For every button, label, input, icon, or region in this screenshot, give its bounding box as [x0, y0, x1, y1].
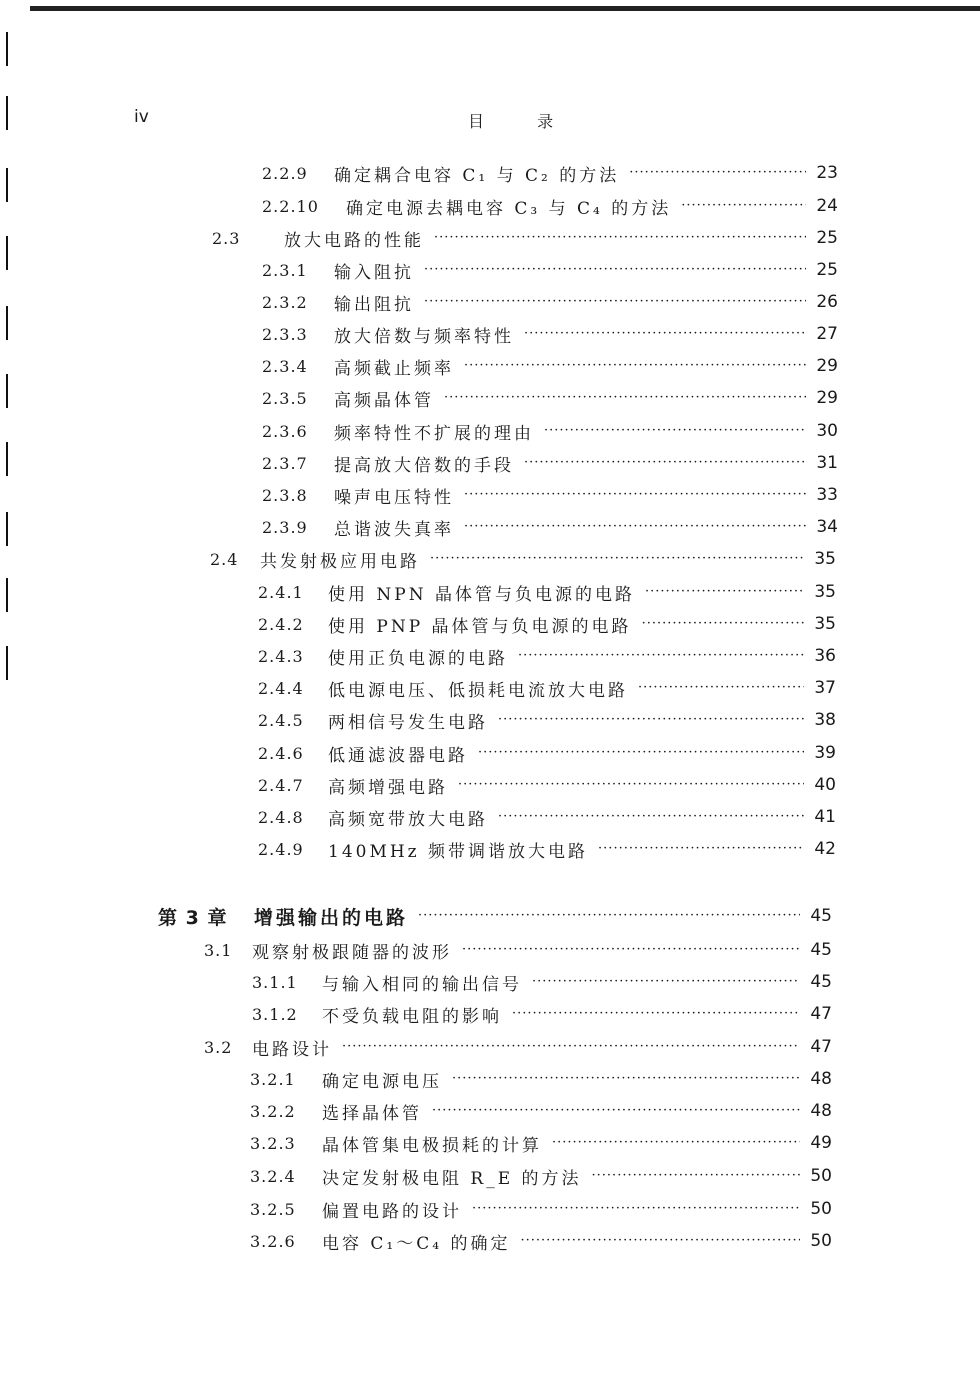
entry-title: 共发射极应用电路 [260, 551, 420, 572]
toc-entry[interactable] [210, 546, 836, 572]
entry-title: 决定发射极电阻 R_E 的方法 [322, 1168, 582, 1189]
entry-page: 35 [814, 614, 836, 634]
entry-number: 3.2.5 [250, 1199, 296, 1219]
leader-dots [472, 1199, 800, 1219]
entry-page: 40 [814, 775, 836, 795]
entry-number: 2.4.1 [258, 582, 304, 602]
entry-number: 2.4.7 [258, 775, 304, 795]
entry-title: 偏置电路的设计 [322, 1201, 462, 1222]
leader-dots [512, 1004, 800, 1024]
toc-entry[interactable] [258, 772, 836, 798]
leader-dots [592, 1166, 800, 1186]
toc-entry[interactable] [258, 579, 836, 605]
leader-dots [424, 292, 806, 312]
leader-dots [478, 743, 804, 763]
entry-title: 电容 C₁～C₄ 的确定 [322, 1233, 511, 1254]
toc-entry[interactable] [258, 804, 836, 830]
entry-page: 45 [810, 972, 832, 992]
leader-dots [464, 485, 806, 505]
entry-page: 49 [810, 1133, 832, 1153]
leader-dots [458, 775, 804, 795]
entry-title: 两相信号发生电路 [328, 712, 488, 733]
entry-number: 2.4.3 [258, 646, 304, 666]
leader-dots [638, 678, 804, 698]
entry-page: 50 [810, 1231, 832, 1251]
entry-title: 频率特性不扩展的理由 [334, 423, 534, 444]
leader-dots [424, 260, 806, 280]
entry-number: 2.4.8 [258, 807, 304, 827]
entry-number: 3.2.3 [250, 1133, 296, 1153]
toc-entry[interactable] [262, 160, 838, 186]
entry-number: 3.2.4 [250, 1166, 296, 1186]
entry-title: 输出阻抗 [334, 294, 414, 315]
entry-page: 39 [814, 743, 836, 763]
entry-page: 29 [816, 388, 838, 408]
leader-dots [544, 421, 806, 441]
leader-dots [598, 839, 804, 859]
entry-title: 使用正负电源的电路 [328, 648, 508, 669]
entry-number: 2.3.6 [262, 421, 308, 441]
entry-number: 3.2 [204, 1037, 233, 1057]
entry-title: 确定耦合电容 C₁ 与 C₂ 的方法 [334, 165, 620, 186]
entry-number: 3.1 [204, 940, 233, 960]
entry-page: 45 [810, 940, 832, 960]
leader-dots [432, 1101, 800, 1121]
entry-number: 3.2.6 [250, 1231, 296, 1251]
leader-dots [524, 324, 806, 344]
entry-page: 25 [816, 228, 838, 248]
toc-entry[interactable] [262, 193, 838, 219]
leader-dots [342, 1037, 800, 1057]
entry-number: 3.1.2 [252, 1004, 298, 1024]
toc-entry[interactable] [262, 289, 838, 315]
toc-entry[interactable] [262, 321, 838, 347]
entry-number: 3.2.1 [250, 1069, 296, 1089]
entry-title: 观察射极跟随器的波形 [252, 942, 452, 963]
toc-entry[interactable] [262, 482, 838, 508]
entry-title: 提高放大倍数的手段 [334, 455, 514, 476]
leader-dots [552, 1133, 800, 1153]
entry-page: 50 [810, 1199, 832, 1219]
leader-dots [430, 549, 804, 569]
toc-entry[interactable] [262, 514, 838, 540]
entry-title: 确定电源去耦电容 C₃ 与 C₄ 的方法 [346, 198, 672, 219]
toc-entry[interactable] [250, 1163, 832, 1189]
leader-dots [418, 906, 800, 926]
entry-page: 41 [814, 807, 836, 827]
entry-title: 晶体管集电极损耗的计算 [322, 1135, 542, 1156]
entry-title: 与输入相同的输出信号 [322, 974, 522, 995]
leader-dots [444, 388, 806, 408]
toc-entry[interactable] [252, 1001, 832, 1027]
leader-dots [524, 453, 806, 473]
entry-page: 50 [810, 1166, 832, 1186]
leader-dots [629, 163, 806, 183]
entry-title: 140MHz 频带调谐放大电路 [328, 841, 589, 862]
toc-entry[interactable] [250, 1098, 832, 1124]
leader-dots [532, 972, 800, 992]
toc-entry[interactable] [262, 385, 838, 411]
entry-number: 2.4.6 [258, 743, 304, 763]
entry-title: 不受负载电阻的影响 [322, 1006, 502, 1027]
binding-marks [6, 0, 10, 700]
entry-page: 25 [816, 260, 838, 280]
entry-title: 放大电路的性能 [284, 230, 424, 251]
toc-entry[interactable] [250, 1130, 832, 1156]
entry-number: 第 3 章 [158, 906, 228, 929]
entry-number: 2.4.5 [258, 710, 304, 730]
leader-dots [434, 228, 806, 248]
entry-number: 2.4.4 [258, 678, 304, 698]
entry-title: 增强输出的电路 [254, 906, 409, 929]
entry-number: 2.4.9 [258, 839, 304, 859]
entry-number: 2.3.4 [262, 356, 308, 376]
toc-entry[interactable] [250, 1196, 832, 1222]
leader-dots [642, 614, 804, 634]
entry-title: 高频增强电路 [328, 777, 448, 798]
toc-entry[interactable] [258, 836, 836, 862]
entry-title: 总谐波失真率 [334, 519, 454, 540]
entry-number: 2.3.2 [262, 292, 308, 312]
entry-title: 高频截止频率 [334, 358, 454, 379]
entry-title: 高频宽带放大电路 [328, 809, 488, 830]
entry-number: 2.3.5 [262, 388, 308, 408]
entry-page: 29 [816, 356, 838, 376]
toc-entry[interactable] [262, 418, 838, 444]
entry-number: 2.3.8 [262, 485, 308, 505]
leader-dots [518, 646, 804, 666]
entry-page: 24 [816, 196, 838, 216]
entry-title: 输入阻抗 [334, 262, 414, 283]
entry-title: 使用 PNP 晶体管与负电源的电路 [328, 616, 632, 637]
entry-title: 选择晶体管 [322, 1103, 422, 1124]
toc-entry[interactable] [258, 707, 836, 733]
toc-entry[interactable] [252, 969, 832, 995]
entry-page: 30 [816, 421, 838, 441]
leader-dots [462, 940, 800, 960]
entry-title: 使用 NPN 晶体管与负电源的电路 [328, 584, 635, 605]
toc-entry[interactable] [258, 643, 836, 669]
entry-number: 2.3.7 [262, 453, 308, 473]
toc-entry[interactable] [262, 450, 838, 476]
entry-page: 45 [810, 906, 832, 926]
leader-dots [681, 196, 806, 216]
entry-page: 48 [810, 1069, 832, 1089]
entry-number: 2.2.10 [262, 196, 319, 216]
toc-chapter-entry[interactable] [158, 903, 832, 929]
entry-number: 3.2.2 [250, 1101, 296, 1121]
entry-page: 23 [816, 163, 838, 183]
entry-page: 33 [816, 485, 838, 505]
entry-number: 2.3 [212, 228, 241, 248]
toc-entry[interactable] [212, 225, 838, 251]
entry-number: 2.4 [210, 549, 239, 569]
entry-page: 35 [814, 582, 836, 602]
leader-dots [464, 356, 806, 376]
entry-number: 2.4.2 [258, 614, 304, 634]
entry-page: 26 [816, 292, 838, 312]
entry-number: 3.1.1 [252, 972, 298, 992]
entry-page: 35 [814, 549, 836, 569]
entry-page: 48 [810, 1101, 832, 1121]
toc-entry[interactable] [262, 257, 838, 283]
top-rule [30, 6, 980, 11]
entry-title: 高频晶体管 [334, 390, 434, 411]
page-header-title: 目 录 [468, 112, 578, 131]
leader-dots [645, 582, 804, 602]
leader-dots [464, 517, 806, 537]
leader-dots [452, 1069, 800, 1089]
entry-number: 2.3.1 [262, 260, 308, 280]
entry-number: 2.2.9 [262, 163, 308, 183]
toc-entry[interactable] [258, 740, 836, 766]
leader-dots [520, 1231, 800, 1251]
entry-page: 37 [814, 678, 836, 698]
toc-entry[interactable] [262, 353, 838, 379]
toc-entry[interactable] [250, 1066, 832, 1092]
toc-entry[interactable] [258, 611, 836, 637]
toc-entry[interactable] [258, 675, 836, 701]
entry-number: 2.3.9 [262, 517, 308, 537]
toc-entry[interactable] [250, 1228, 832, 1254]
entry-page: 31 [816, 453, 838, 473]
entry-title: 噪声电压特性 [334, 487, 454, 508]
entry-page: 34 [816, 517, 838, 537]
entry-page: 47 [810, 1004, 832, 1024]
entry-page: 36 [814, 646, 836, 666]
entry-number: 2.3.3 [262, 324, 308, 344]
toc-entry[interactable] [204, 1034, 832, 1060]
entry-page: 38 [814, 710, 836, 730]
entry-page: 47 [810, 1037, 832, 1057]
entry-title: 低通滤波器电路 [328, 745, 468, 766]
leader-dots [498, 710, 804, 730]
entry-title: 低电源电压、低损耗电流放大电路 [328, 680, 628, 701]
leader-dots [498, 807, 804, 827]
entry-title: 确定电源电压 [322, 1071, 442, 1092]
entry-title: 放大倍数与频率特性 [334, 326, 514, 347]
entry-page: 27 [816, 324, 838, 344]
toc-entry[interactable] [204, 937, 832, 963]
entry-title: 电路设计 [252, 1039, 332, 1060]
entry-page: 42 [814, 839, 836, 859]
page-number: iv [134, 107, 149, 127]
